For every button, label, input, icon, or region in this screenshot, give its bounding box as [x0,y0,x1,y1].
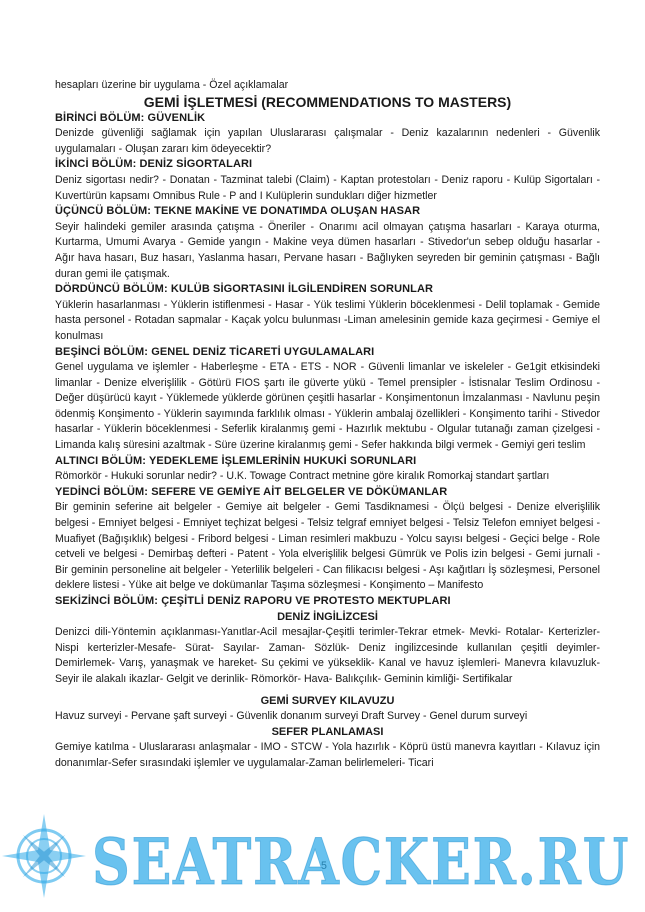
section-text: Genel uygulama ve işlemler - Haberleşme - ETA - ETS - NOR - Güvenli limanlar ve iskeleler - Ge1git etkisindeki limanlar - Denize elverişlilik - Götürü FIOS şartı ile güverte yükü - Temel prensipler - İstisnalar Teslim Ordinosu - Değer düşürücü kayıt - Yüklemede yüklerde görünen çeşitli hasarlar - Konşimentonun İmzalanması - Navlunu peşin ödenmiş Konşimento - Yüklerin sayımında farklılık olması - Yüklerin ambalaj özellikleri - Konşimento tarihi - Stivedor hasarlar - Yüklerin böceklenmesi - Seferlik kiralanmış gemi - Hazırlık mektubu - Olgular tutanağı zaman çizelgesi - Limanda kalış süresini azaltmak - Süre üzerine kiralanmış gemi - Sefer hakkında bilgi vermek - Gemiyi geri teslim [55,361,600,452]
section-text: Römorkör - Hukuki sorunlar nedir? - U.K. Towage Contract metnine göre kiralık Romorkaj standart şartları [55,470,550,483]
section-heading: SEKİZİNCİ BÖLÜM: ÇEŞİTLİ DENİZ RAPORU VE PROTESTO MEKTUPLARI [55,595,451,607]
survey-title: GEMİ SURVEY KILAVUZU [260,694,395,707]
section-heading: ALTINCI BÖLÜM: YEDEKLEME İŞLEMLERİNİN HUKUKİ SORUNLARI [55,454,417,467]
survey-text: Havuz surveyi - Pervane şaft surveyi - Güvenlik donanım surveyi Draft Survey - Genel durum surveyi [55,710,528,723]
section-heading: DÖRDÜNCÜ BÖLÜM: KULÜB SİGORTASINI İLGİLENDİREN SORUNLAR [55,283,434,296]
document-page [55,78,600,772]
section-heading: BEŞİNCİ BÖLÜM: GENEL DENİZ TİCARETİ UYGULAMALARI [55,345,375,358]
section-text: Seyir halindeki gemiler arasında çatışma - Öneriler - Onarımı acil olmayan çatışma hasarları - Karaya oturma, Kurtarma, Umumi Avarya - Gemide yangın - Makine veya dümen hasarları - Stivedor'un sebep olduğu hasarlar - Ağır hava hasarı, Buz hasarı, Yaslanma hasarı, Pervane hasarı - Bağlıyken seyreden bir geminin çatışması - Bağlı duran gemi ile çatışmak. [55,220,600,280]
main-title: GEMİ İŞLETMESİ (RECOMMENDATIONS TO MASTERS) [143,93,512,110]
section-heading: ÜÇÜNCÜ BÖLÜM: TEKNE MAKİNE VE DONATIMDA OLUŞAN HASAR [55,205,421,218]
section-heading: İKİNCİ BÖLÜM: DENİZ SİGORTALARI [55,158,253,171]
sefer-text: Gemiye katılma - Uluslararası anlaşmalar - IMO - STCW - Yola hazırlık - Köprü üstü manevra kayıtları - Kılavuz için donanımlar-Sefer sırasındaki işlemler ve uygulamalar-Zaman belirlemeleri- Ticari [55,741,600,769]
sefer-title: SEFER PLANLAMASI [271,725,384,738]
section-text: Deniz sigortası nedir? - Donatan - Tazminat talebi (Claim) - Kaptan protestoları - Deniz raporu - Kulüp Sigortaları - Kuvertürün kapsamı Omnibus Rule - P and I Kulüplerin sundukları diğer hizmetler [55,173,600,202]
section-text: Yüklerin hasarlanması - Yüklerin istiflenmesi - Hasar - Yük teslimi Yüklerin böceklenmesi - Delil toplamak - Gemide hasta personel - Rotadan sapmalar - Kaçak yolcu bulunması -Liman amelesinin gemide kaza geçirmesi - Gemiye el konulması [55,298,600,342]
page-number: 5 [321,860,327,872]
section-text: Bir geminin seferine ait belgeler - Gemiye ait belgeler - Gemi Tasdiknamesi - Ölçü belgesi - Denize elverişlilik belgesi - Emniyet belgesi - Emniyet teçhizat belgesi - Telsiz telgraf emniyet belgesi - Telsiz Telefon emniyet belgesi - Muafiyet (Bağışıklık) belgesi - Fribord belgesi - Liman resimleri makbuzu - Yolcu sayısı belgesi - Geçici belge - Role cetveli ve belgesi - Demirbaş defteri - Patent - Yola elverişlilik belgesi Gümrük ve Polis izin belgesi - Gemi jurnali - Bir geminin personeline ait belgeler - Yeterlilik belgeleri - Can filikacısı belgesi - Aşı kağıtları İş sözleşmesi, Personel deklere listesi - Yüke ait belge ve dokümanlar Taşıma sözleşmesi - Konşimento – Manifesto [55,501,600,592]
watermark-logo [0,800,645,912]
english-title: DENİZ İNGİLİZCESİ [277,610,378,623]
section-heading: BİRİNCİ BÖLÜM: GÜVENLİK [55,111,206,124]
section-text: Denizde güvenliği sağlamak için yapılan Uluslararası çalışmalar - Deniz kazalarının nedenleri - Güvenlik uygulamaları - Oluşan zararı kim ödeyecektir? [55,127,600,155]
section-heading: YEDİNCİ BÖLÜM: SEFERE VE GEMİYE AİT BELGELER VE DÖKÜMANLAR [55,485,448,498]
intro-line: hesapları üzerine bir uygulama - Özel açıklamalar [55,79,289,91]
watermark-text: SEATRACKER.RU [92,825,630,900]
english-text: Denizci dili-Yöntemin açıklanması-Yanıtlar-Acil mesajlar-Çeşitli terimler-Tekrar etmek- Mevki- Rotalar- Kerterizler-Nispi kerterizler-Mesafe- Sürat- Sayılar- Zaman- Sözlük- Deniz ingilizcesinde kullanılan çeşitli deyimler- Demirlemek- Varış, yanaşmak ve hareket- Su çekimi ve yükseklik- Kanal ve havuz işlemleri- Manevra kılavuzluk- Seyir ile alakalı ikazlar- Gelgit ve derinlik- Römorkör- Hava- Balıkçılık- Geminin kimliği- Sertifikalar [55,626,600,685]
compass-icon [2,814,87,899]
